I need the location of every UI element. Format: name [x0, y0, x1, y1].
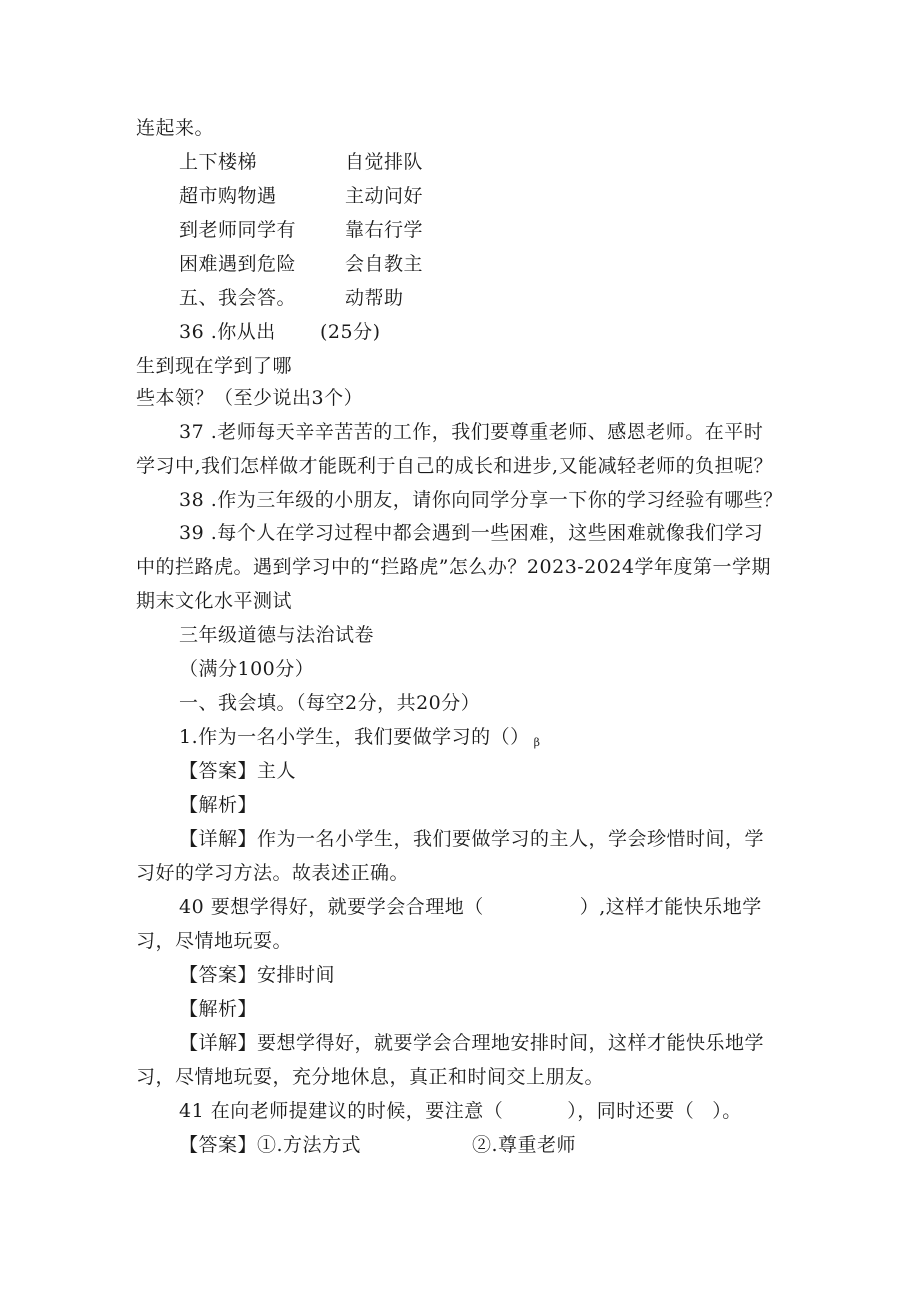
q40-answer — [179, 963, 335, 987]
match-right-4: 会自教主 — [345, 253, 424, 275]
match-right-5: 动帮助 — [345, 287, 404, 309]
q36-line1: 36 .你从出 — [179, 321, 276, 343]
q40-detail-line2: 习，尽情地玩耍，充分地休息，真正和时间交上朋友。 — [136, 1066, 605, 1088]
q41-question — [179, 1099, 742, 1123]
match-right-3: 靠右行学 — [345, 219, 424, 241]
q40-question — [179, 895, 762, 919]
q36-line2: 生到现在学到了哪 — [136, 355, 293, 377]
q1-analysis-label: 【解析】 — [179, 794, 258, 816]
q36-score: (25分) — [320, 321, 381, 343]
q1-detail-line1 — [179, 827, 764, 851]
q37-line1: 37 .老师每天辛辛苦苦的工作，我们要尊重老师、感恩老师。在平时 — [179, 421, 764, 443]
q1-question — [179, 725, 541, 755]
q1-question-text: 1.作为一名小学生，我们要做学习的（） — [179, 726, 530, 748]
section-5-heading: 五、我会答。 — [179, 287, 297, 309]
match-right-2: 主动问好 — [345, 185, 424, 207]
q38-line1: 38 .作为三年级的小朋友，请你向同学分享一下你的学习经验有哪些？ — [179, 489, 783, 511]
q40-analysis-label: 【解析】 — [179, 998, 258, 1020]
q41-answer-2: ②.尊重老师 — [472, 1134, 577, 1156]
match-left-3: 到老师同学有 — [179, 219, 297, 241]
q39-line3: 期末文化水平测试 — [136, 590, 293, 612]
q39-line1: 39 .每个人在学习过程中都会遇到一些困难，这些困难就像我们学习 — [179, 522, 764, 544]
answer-label: 【答案】 — [179, 1134, 258, 1156]
intro-tail: 连起来。 — [136, 117, 215, 139]
answer-label: 【答案】 — [179, 964, 258, 986]
q41-answer-label-line — [179, 1133, 361, 1157]
detail-label: 【详解】 — [179, 1032, 258, 1054]
q1-mark: β — [533, 736, 541, 749]
q41-question-a: 41 在向老师提建议的时候，要注意（ — [179, 1100, 504, 1122]
q1-detail-text: 作为一名小学生，我们要做学习的主人，学会珍惜时间，学 — [257, 828, 765, 850]
match-right-1: 自觉排队 — [345, 151, 424, 173]
q41-question-c: ）。 — [712, 1100, 742, 1122]
q40-detail-line1 — [179, 1031, 764, 1055]
section-1-heading: 一、我会填。（每空2分，共20分） — [179, 692, 481, 714]
exam-subject: 三年级道德与法治试卷 — [179, 624, 375, 646]
q40-detail-text: 要想学得好，就要学会合理地安排时间，这样才能快乐地学 — [257, 1032, 765, 1054]
exam-full-score: （满分100分） — [179, 658, 315, 680]
match-left-2: 超市购物遇 — [179, 185, 277, 207]
answer-label: 【答案】 — [179, 760, 258, 782]
match-left-4: 困难遇到危险 — [179, 253, 297, 275]
q40-answer-text: 安排时间 — [257, 964, 336, 986]
q1-answer — [179, 759, 296, 783]
match-left-1: 上下楼梯 — [179, 151, 258, 173]
q1-detail-line2: 习好的学习方法。故表述正确。 — [136, 862, 410, 884]
q37-line2: 学习中,我们怎样做才能既利于自己的成长和进步,又能减轻老师的负担呢？ — [136, 455, 774, 477]
q1-answer-text: 主人 — [257, 760, 297, 782]
q41-answer-1: ①.方法方式 — [257, 1134, 362, 1156]
detail-label: 【详解】 — [179, 828, 258, 850]
q41-question-b: ），同时还要（ — [567, 1100, 695, 1122]
q40-question-a: 40 要想学得好，就要学会合理地（ — [179, 896, 484, 918]
q39-line2: 中的拦路虎。遇到学习中的“拦路虎”怎么办？2023-2024学年度第一学期 — [136, 556, 772, 578]
q40-question-b: ）,这样才能快乐地学 — [579, 896, 762, 918]
q36-line3: 些本领？（至少说出3个） — [136, 387, 364, 409]
q40-question-line2: 习，尽情地玩耍。 — [136, 930, 293, 952]
